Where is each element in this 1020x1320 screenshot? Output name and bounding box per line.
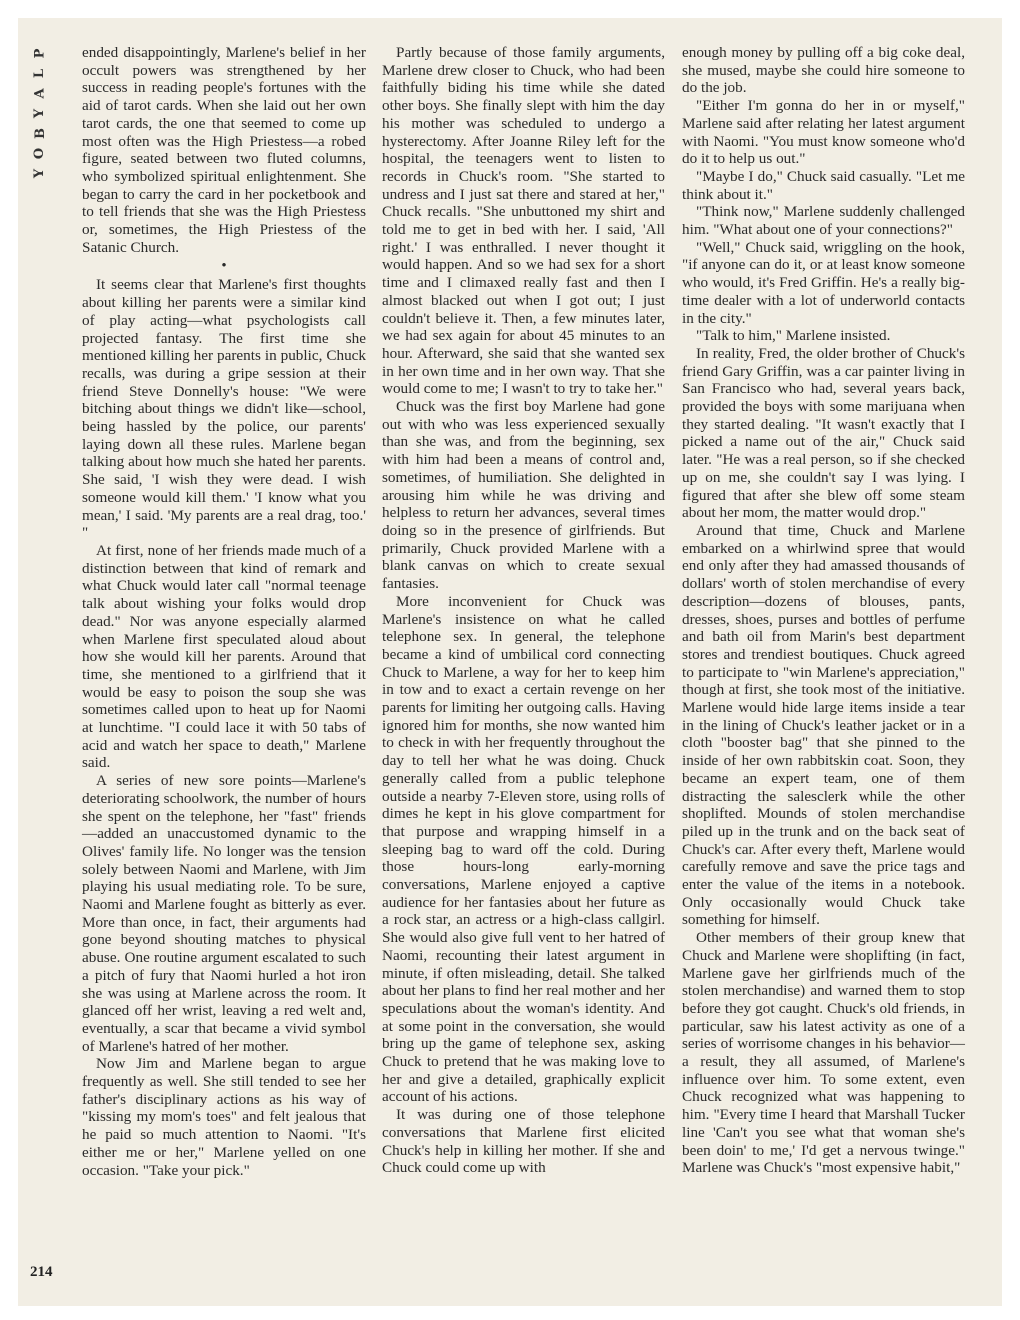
- text-column-1: [82, 44, 366, 1179]
- paragraph: Now Jim and Marlene began to argue frequently as well. She still tended to see her father's disciplinary actions as his way of "kissing my mom's toes" and felt jealous that he paid so much attention to Naomi. "It's either me or her," Marlene yelled on one occasion. "Take your pick.": [82, 1055, 366, 1179]
- paragraph: ended disappointingly, Marlene's belief in her occult powers was strengthened by her success in reading people's fortunes with the aid of tarot cards. When she laid out her own tarot cards, the one that seemed to come up most often was the High Priestess—a robed figure, seated between two fluted columns, who symbolized spiritual enlightenment. She began to carry the card in her pocketbook and to tell friends that she was the High Priestess or, sometimes, the High Priestess of the Satanic Church.: [82, 44, 366, 256]
- text-column-2: [382, 44, 665, 1177]
- magazine-masthead: [30, 46, 50, 181]
- masthead-letter: P: [32, 48, 48, 59]
- section-separator: •: [221, 258, 227, 275]
- paragraph: At first, none of her friends made much of a distinction between that kind of remark and what Chuck would later call "normal teenage talk about wishing your folks would drop dead." Nor was anyone especially alarmed when Marlene first speculated aloud about how she would kill her parents. Around that time, she mentioned to a girlfriend that it would be easy to poison the soup she was sometimes called upon to heat up for Naomi at lunchtime. "I could lace it with 50 tabs of acid and watch her space to death," Marlene said.: [82, 541, 366, 772]
- paragraph: More inconvenient for Chuck was Marlene's insistence on what he called telephone sex. In general, the telephone became a kind of umbilical cord connecting Chuck to Marlene, a way for her to keep him in tow and to exact a certain revenge on her parents for limiting her outgoing calls. Having ignored him for months, she now wanted him to check in with her frequently throughout the day to tell her what he was doing. Chuck generally called from a public telephone outside a nearby 7-Eleven store, using rolls of dimes he kept in his glove compartment for that purpose and wrapping himself in a sleeping bag to ward off the cold. During those hours-long early-morning conversations, Marlene enjoyed a captive audience for her fantasies about her future as a rock star, an actress or a high-class callgirl. She would also give full vent to her hatred of Naomi, recounting their latest argument in minute, if often misleading, detail. She talked about her plans to find her real mother and her speculations about the woman's identity. And at some point in the conversation, she would bring up the game of telephone sex, asking Chuck to pretend that he was making love to her and give a detailed, graphically explicit account of his actions.: [382, 592, 665, 1106]
- paragraph: Around that time, Chuck and Marlene embarked on a whirlwind spree that would end only after they had amassed thousands of dollars' worth of stolen merchandise of every description—dozens of blouses, pants, dresses, shoes, purses and bottles of perfume and bath oil from Marin's best department stores and trendiest boutiques. Chuck agreed to participate to "win Marlene's appreciation," though at first, she took most of the initiative. Marlene would hide large items inside a tear in the lining of Chuck's leather jacket or in a cloth "booster bag" that she pinned to the inside of her own rabbitskin coat. Soon, they became an expert team, one of them distracting the salesclerk while the other shoplifted. Mounds of stolen merchandise piled up in the trunk and on the back seat of Chuck's car. After every theft, Marlene would carefully remove and save the price tags and enter the value of the items in a notebook. Only occasionally would Chuck take something for himself.: [682, 521, 965, 929]
- masthead-letter: Y: [32, 108, 48, 119]
- paragraph: "Well," Chuck said, wriggling on the hook, "if anyone can do it, or at least know someone who would, it's Fred Griffin. He's a really big-time dealer with a lot of underworld contacts in the city.": [682, 238, 965, 327]
- paragraph: Partly because of those family arguments, Marlene drew closer to Chuck, who had been faithfully biding his time while she dated other boys. She finally slept with him the day his mother was scheduled to undergo a hysterectomy. After Joanne Riley left for the hospital, the teenagers went to listen to records in Chuck's room. "She started to undress and I just sat there and stared at her," Chuck recalls. "She unbuttoned my shirt and told me to get in bed with her. I said, 'All right.' I was enthralled. I never thought it would happen. And so we had sex for a short time and I climaxed really fast and then I almost blacked out when I got out; I just couldn't believe it. Then, a few minutes later, we had sex again for about 45 minutes to an hour. Afterward, she said that she wanted sex in her own time and in her own way. That she would come to me; I wasn't to try to take her.": [382, 44, 665, 398]
- paragraph: enough money by pulling off a big coke deal, she mused, maybe she could hire someone to do the job.: [682, 44, 965, 97]
- paragraph: Other members of their group knew that Chuck and Marlene were shoplifting (in fact, Marlene gave her girlfriends much of the stolen merchandise) and warned them to stop before they got caught. Chuck's old friends, in particular, saw his latest activity as one of a series of worrisome changes in his behavior—a result, they all assumed, of Marlene's influence over him. To some extent, even Chuck recognized what was happening to him. "Every time I heard that Marshall Tucker line 'Can't you see what that woman she's been doin' to me,' I'd get a nervous twinge." Marlene was Chuck's "most expensive habit,": [682, 929, 965, 1177]
- paragraph: Chuck was the first boy Marlene had gone out with who was less experienced sexually than she was, and from the beginning, sex with him had been a means of control and, sometimes, of humiliation. She delighted in arousing him while he was driving and helpless to return her advances, several times doing so in the presence of girlfriends. But primarily, Chuck provided Marlene with a blank canvas on which to create sexual fantasies.: [382, 398, 665, 593]
- page-number: 214: [30, 1264, 53, 1280]
- paragraph: "Talk to him," Marlene insisted.: [696, 327, 891, 345]
- paragraph: "Either I'm gonna do her in or myself," Marlene said after relating her latest argument with Naomi. "You must know someone who'd do it to help us out.": [682, 97, 965, 168]
- paragraph: A series of new sore points—Marlene's deteriorating schoolwork, the number of hours she spent on the telephone, her "fast" friends—added an unaccustomed dynamic to the Olives' family life. No longer was the tension solely between Naomi and Marlene, with Jim playing his usual mediating role. To be sure, Naomi and Marlene fought as bitterly as ever. More than once, in fact, their arguments had gone beyond shouting matches to physical abuse. One routine argument escalated to such a pitch of fury that Naomi hurled a hot iron she was using at Marlene across the room. It glanced off her wrist, leaving a red welt and, eventually, a scar that became a vivid symbol of Marlene's hatred of her mother.: [82, 772, 366, 1055]
- paragraph: It seems clear that Marlene's first thoughts about killing her parents were a similar kind of play acting—what psychologists call projected fantasy. The first time she mentioned killing her parents in public, Chuck recalls, was during a gripe session at their friend Steve Donnelly's house: "We were bitching about things we didn't like—school, being hassled by the police, our parents' laying down all these rules. Marlene began talking about how much she hated her parents. She said, 'I wish they were dead. I wish someone would kill them.' 'I know what you mean,' I said. 'My parents are a real drag, too.' ": [82, 276, 366, 542]
- masthead-letter: O: [32, 147, 48, 160]
- paragraph: In reality, Fred, the older brother of Chuck's friend Gary Griffin, was a car painter living in San Francisco who had, several years back, provided the boys with some marijuana when they started dealing. "It wasn't exactly that I picked a name out of the air," Chuck said later. "He was a real person, so if she checked up on me, she couldn't say I was lying. I figured that after she blew off some steam about her mom, the matter would drop.": [682, 344, 965, 522]
- paragraph: It was during one of those telephone conversations that Marlene first elicited Chuck's help in killing her mother. If she and Chuck could come up with: [382, 1106, 665, 1177]
- paragraph: "Maybe I do," Chuck said casually. "Let me think about it.": [682, 167, 965, 203]
- masthead-letter: Y: [32, 168, 48, 179]
- masthead-letter: L: [32, 68, 48, 79]
- paragraph: "Think now," Marlene suddenly challenged him. "What about one of your connections?": [682, 203, 965, 239]
- masthead-letter: A: [32, 88, 48, 99]
- masthead-letter: B: [32, 128, 48, 139]
- text-column-3: [682, 44, 965, 1177]
